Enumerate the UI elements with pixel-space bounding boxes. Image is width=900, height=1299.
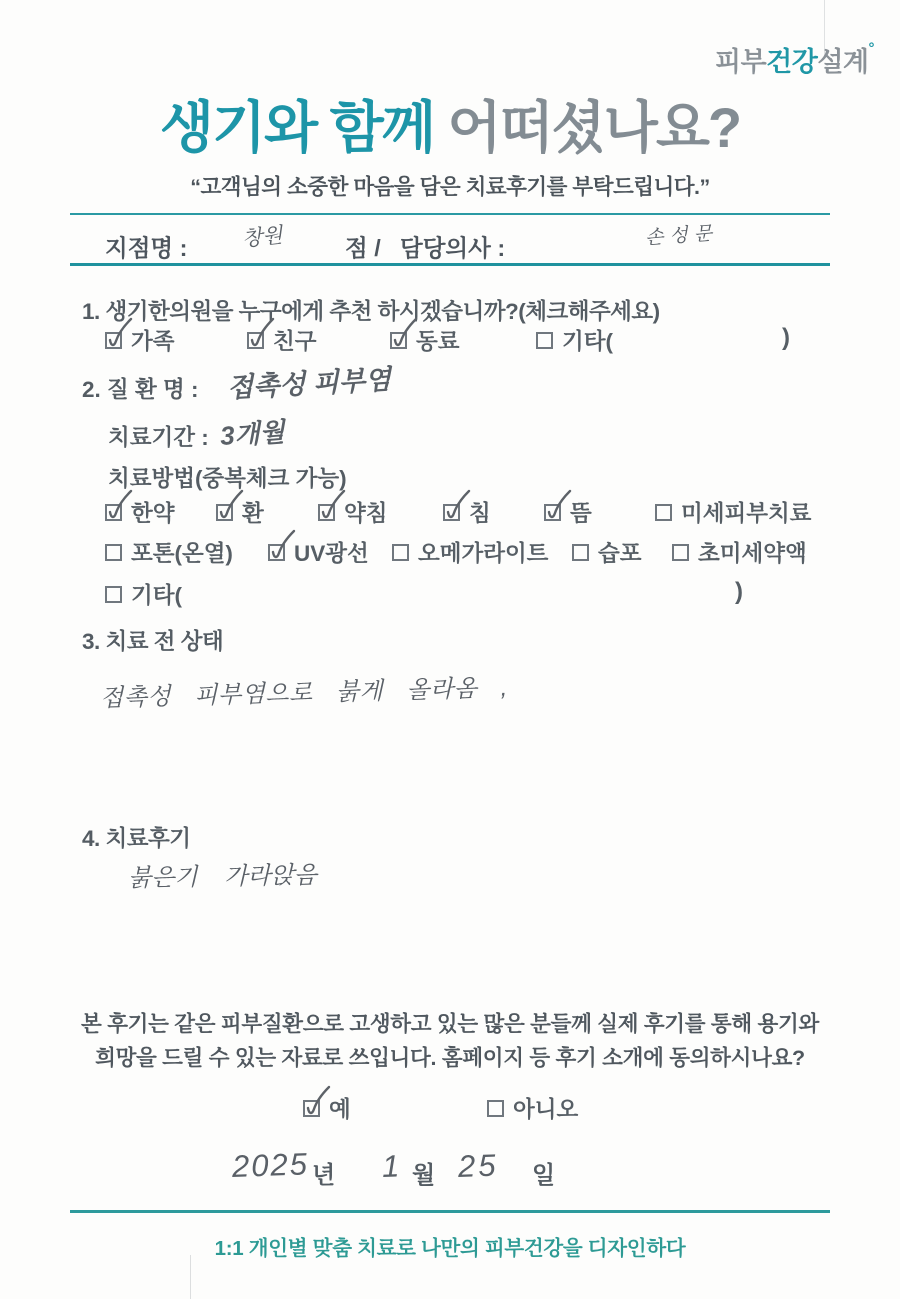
- checkbox[interactable]: [105, 586, 122, 603]
- branch-name-handwritten-value: 창원: [240, 223, 284, 251]
- consent-line1: 본 후기는 같은 피부질환으로 고생하고 있는 많은 분들께 실제 후기를 통해 용기와: [81, 1012, 819, 1036]
- checkbox[interactable]: [105, 544, 122, 561]
- footer-slogan: 1:1 개인별 맞춤 치료로 나만의 피부건강을 디자인하다: [214, 1237, 686, 1260]
- checkbox[interactable]: [655, 504, 672, 521]
- method-option-etc: [105, 578, 182, 610]
- checkmark-icon: [388, 316, 420, 353]
- consent-option-yes: [303, 1092, 351, 1124]
- date-year-label: 년: [312, 1162, 336, 1189]
- q1-option-friend: [247, 324, 316, 356]
- checkmark-icon: [266, 528, 298, 565]
- q2-disease-label: 2. 질 환 명 :: [82, 377, 199, 402]
- checkmark-icon: [301, 1084, 333, 1121]
- method-option-photon-heat: [105, 536, 233, 568]
- method-option-micro-skin-treatment: [655, 496, 811, 528]
- q4-handwritten-answer: 붉은기 가라앉음: [127, 861, 318, 892]
- q1-option-etc: [536, 324, 613, 356]
- doctor-label: 담당의사 :: [400, 235, 506, 261]
- logo-accent: 건강: [766, 47, 818, 77]
- method-option-herbal-medicine: [105, 496, 174, 528]
- q1-title: 1. 생기한의원을 누구에게 추천 하시겠습니까?(체크해주세요): [82, 299, 660, 324]
- checkmark-icon: [316, 488, 348, 525]
- checkmark-icon: [245, 316, 277, 353]
- branch-name-label: 지점명 :: [105, 235, 188, 261]
- checkbox-label: 가족: [131, 329, 175, 354]
- q3-title: 3. 치료 전 상태: [82, 629, 224, 654]
- checkbox-label: 동료: [416, 329, 460, 354]
- checkbox-label: 친구: [273, 329, 317, 354]
- checkbox-label: 오메가라이트: [418, 541, 549, 566]
- checkmark-icon: [542, 488, 574, 525]
- q2-disease-line: [82, 364, 392, 404]
- page-title: [0, 84, 900, 164]
- method-option-pharmacopuncture: [318, 496, 387, 528]
- checkbox[interactable]: [392, 544, 409, 561]
- logo-part2: 설계: [817, 47, 869, 77]
- checkbox[interactable]: [105, 504, 122, 521]
- date-day-label: 일: [532, 1162, 556, 1189]
- date-year-handwritten: 2025: [231, 1146, 310, 1184]
- date-day-handwritten: 25: [457, 1147, 500, 1184]
- method-option-moxibustion: [544, 496, 592, 528]
- checkbox[interactable]: [303, 1100, 320, 1117]
- checkbox-label: 미세피부치료: [681, 501, 812, 526]
- logo-degree-mark: °: [868, 40, 874, 57]
- q1-option-colleague: [390, 324, 459, 356]
- checkbox[interactable]: [672, 544, 689, 561]
- consent-line2: 희망을 드릴 수 있는 자료로 쓰입니다. 홈페이지 등 후기 소개에 동의하시나요?: [95, 1046, 805, 1070]
- method-option-wet-compress: [572, 536, 641, 568]
- q2-period-line: [108, 416, 286, 452]
- checkbox[interactable]: [105, 332, 122, 349]
- checkmark-icon: [103, 488, 135, 525]
- checkbox[interactable]: [390, 332, 407, 349]
- checkbox-label: UV광선: [294, 541, 369, 566]
- q1-option-family: [105, 324, 174, 356]
- page-title-accent: 생기와 함께: [159, 96, 448, 159]
- checkbox[interactable]: [544, 504, 561, 521]
- footer-divider: [70, 1210, 830, 1213]
- methods-etc-close-paren: ): [735, 578, 743, 605]
- checkbox[interactable]: [536, 332, 553, 349]
- branch-suffix-label: 점 /: [345, 235, 381, 261]
- q2-disease-handwritten-value: 접촉성 피부염: [226, 364, 392, 403]
- checkbox-label: 아니오: [513, 1097, 579, 1122]
- checkbox-label: 침: [469, 501, 491, 526]
- consent-paragraph: [0, 1007, 900, 1075]
- q2-methods-label: 치료방법(중복체크 가능): [108, 466, 347, 491]
- q3-handwritten-answer: 접촉성 피부염으로 붉게 올라옴 ,: [99, 674, 509, 712]
- checkbox-label: 습포: [598, 541, 642, 566]
- q1-close-paren: ): [782, 324, 790, 351]
- checkbox[interactable]: [487, 1100, 504, 1117]
- checkbox[interactable]: [572, 544, 589, 561]
- date-month-label: 월: [412, 1162, 436, 1189]
- checkbox[interactable]: [268, 544, 285, 561]
- method-option-omega-light: [392, 536, 548, 568]
- branch-doctor-band: [70, 213, 830, 266]
- checkbox[interactable]: [247, 332, 264, 349]
- checkbox-label: 기타(: [562, 329, 613, 354]
- method-option-pill: [216, 496, 264, 528]
- method-option-uv-light: [268, 536, 369, 568]
- checkbox-label: 환: [242, 501, 264, 526]
- scan-artifact-line: [190, 1255, 191, 1299]
- checkmark-icon: [441, 488, 473, 525]
- checkbox-label: 기타(: [131, 583, 182, 608]
- page-title-rest: 어떠셨나요?: [447, 96, 741, 159]
- page-subtitle: “고객님의 소중한 마음을 담은 치료후기를 부탁드립니다.”: [190, 175, 710, 199]
- brand-logo: [715, 40, 874, 79]
- checkbox-label: 초미세약액: [698, 541, 807, 566]
- checkbox-label: 한약: [131, 501, 175, 526]
- q2-period-handwritten-value: 3개월: [219, 416, 286, 451]
- doctor-handwritten-signature: 손성문: [644, 222, 719, 249]
- method-option-ultrafine-solution: [672, 536, 807, 568]
- method-option-acupuncture: [443, 496, 491, 528]
- logo-part1: 피부: [714, 47, 767, 77]
- checkbox[interactable]: [318, 504, 335, 521]
- checkbox-label: 예: [329, 1097, 351, 1122]
- checkbox[interactable]: [216, 504, 233, 521]
- consent-option-no: [487, 1092, 578, 1124]
- checkbox-label: 뜸: [570, 501, 592, 526]
- q4-title: 4. 치료후기: [82, 826, 191, 851]
- checkbox[interactable]: [443, 504, 460, 521]
- checkmark-icon: [214, 488, 246, 525]
- date-row: [0, 1145, 900, 1200]
- q2-period-label: 치료기간 :: [108, 425, 209, 450]
- checkbox-label: 약침: [344, 501, 388, 526]
- checkbox-label: 포톤(온열): [131, 541, 233, 566]
- date-month-handwritten: 1: [381, 1148, 400, 1184]
- checkmark-icon: [103, 316, 135, 353]
